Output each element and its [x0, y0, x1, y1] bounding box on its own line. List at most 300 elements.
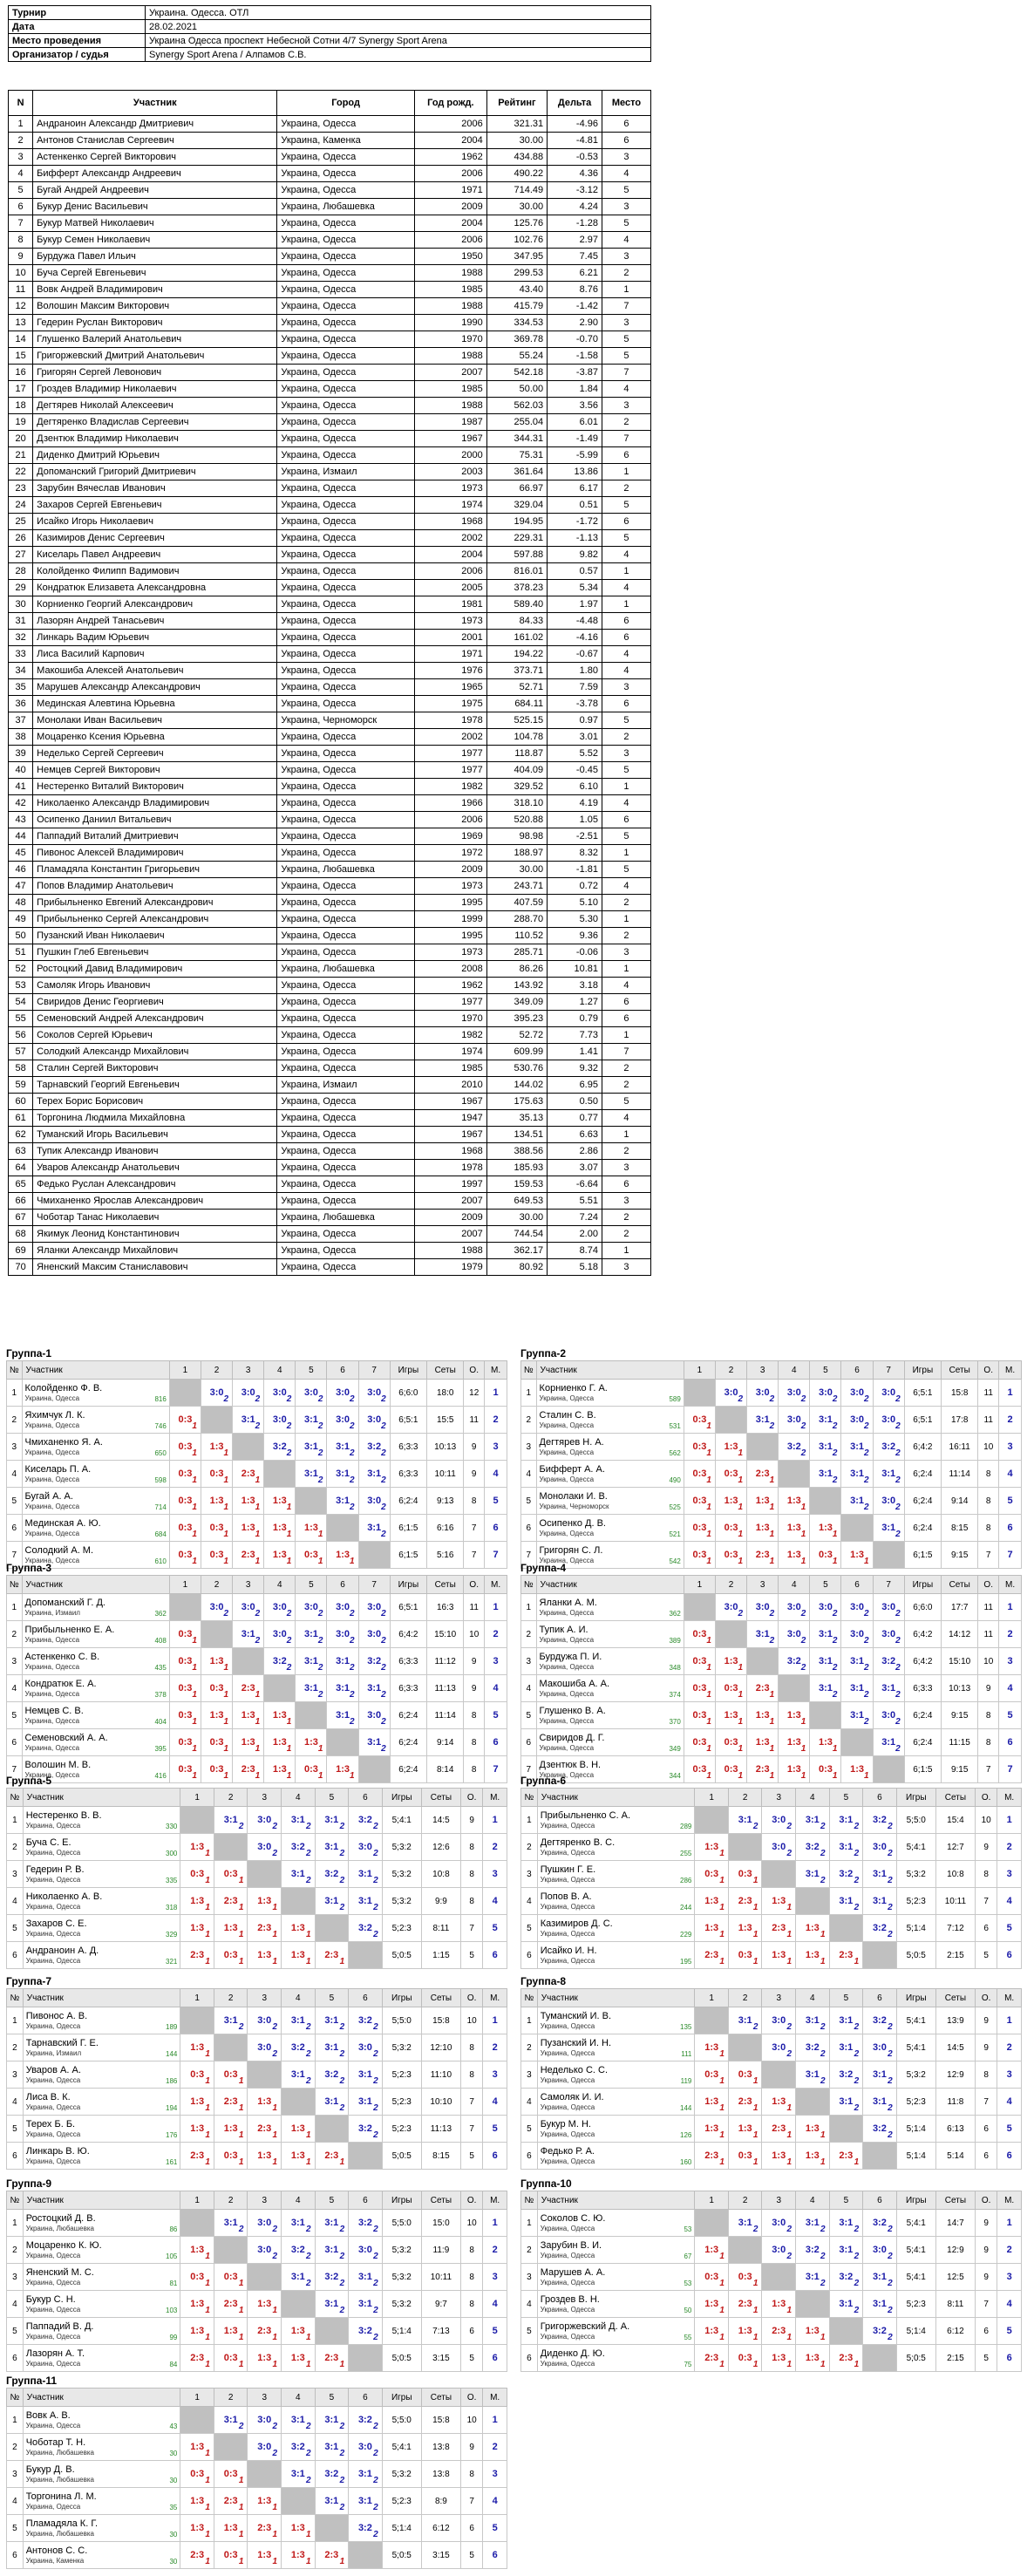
group-result-points: 2 — [350, 1636, 355, 1646]
group-player-city: Украина, Одесса — [25, 2102, 81, 2111]
group-result-points: 1 — [238, 2360, 244, 2369]
participant-cell: 86.26 — [486, 961, 547, 978]
group-header-opponent: 5 — [810, 1576, 841, 1594]
group-result-points: 1 — [820, 2157, 826, 2167]
group-games: 5;4:1 — [896, 1834, 935, 1861]
group-player-city: Украина, Одесса — [540, 2359, 595, 2368]
group-result-cell — [282, 1834, 316, 1861]
group-sets: 9:9 — [421, 1888, 460, 1915]
group-result-score: 0:3 — [223, 2150, 238, 2161]
group-diag-cell — [296, 1488, 327, 1515]
group-result-score: 3:1 — [357, 2496, 372, 2506]
group-row — [7, 2116, 507, 2143]
group-games: 5;5:0 — [382, 2210, 421, 2237]
group-place: 5 — [997, 2116, 1022, 2143]
group-result-score: 1:3 — [190, 2096, 205, 2107]
group-result-points: 1 — [205, 2306, 210, 2315]
group-result-cell — [728, 2007, 762, 2034]
group-player-rating: 55 — [684, 2334, 692, 2341]
group-player-city: Украина, Одесса — [24, 1556, 80, 1564]
group-result-points: 2 — [854, 2225, 860, 2234]
participant-cell: 1988 — [414, 398, 486, 414]
participant-cell: 2006 — [414, 166, 486, 182]
group-result-score: 3:1 — [324, 2299, 339, 2309]
group-result-points: 2 — [832, 1609, 838, 1619]
participant-cell: 2010 — [414, 1077, 486, 1094]
group-result-score: 1:3 — [755, 1710, 770, 1721]
group-player-name: Линкарь В. Ю. — [25, 2145, 90, 2157]
group-diag-cell — [282, 1888, 316, 1915]
participant-cell: 6.17 — [548, 480, 602, 497]
group-player-rating: 30 — [169, 2450, 178, 2457]
group-result-score: 1:3 — [724, 1710, 738, 1721]
participant-cell: 2005 — [414, 580, 486, 596]
group-header-sets: Сеты — [935, 2191, 975, 2210]
group-result-cell — [180, 2034, 214, 2061]
participant-cell: 1 — [602, 779, 650, 795]
group-player-city: Украина, Одесса — [25, 1902, 81, 1911]
group-points: 11 — [978, 1407, 999, 1434]
group-player-cell — [23, 1915, 180, 1942]
group-row — [521, 2237, 1022, 2264]
group-row — [7, 1648, 507, 1675]
group-result-score: 3:2 — [324, 1869, 339, 1879]
group-result-points: 1 — [205, 1849, 210, 1858]
group-player-rating: 562 — [669, 1449, 681, 1457]
participant-cell: 6 — [602, 812, 650, 828]
group-result-cell — [233, 1461, 264, 1488]
group-result-score: 3:1 — [805, 1815, 820, 1825]
participant-cell: 13 — [9, 315, 33, 331]
participant-cell: 45 — [9, 845, 33, 862]
group-block — [6, 1346, 507, 1569]
participant-row — [9, 149, 651, 166]
group-player-name: Бурдужа П. И. — [539, 1651, 602, 1662]
participant-cell: 520.88 — [486, 812, 547, 828]
group-result-score: 3:1 — [818, 1683, 833, 1693]
participant-cell: Украина, Одесса — [277, 547, 415, 563]
group-result-score: 1:3 — [805, 1923, 820, 1933]
participant-cell: Исайко Игорь Николаевич — [33, 514, 277, 530]
group-result-cell — [327, 1380, 358, 1407]
group-result-score: 0:3 — [738, 2150, 752, 2161]
group-header-opponent: 4 — [796, 2191, 830, 2210]
participant-cell: 334.53 — [486, 315, 547, 331]
group-player-city: Украина, Одесса — [540, 1875, 595, 1884]
group-result-cell — [728, 2116, 762, 2143]
group-result-points: 2 — [820, 1849, 826, 1858]
participants-header-cell: Рейтинг — [486, 91, 547, 116]
participant-row — [9, 1259, 651, 1276]
group-player-name: Семеновский А. А. — [24, 1732, 108, 1743]
group-result-points: 1 — [255, 1744, 261, 1754]
group-sets: 14:5 — [421, 1807, 460, 1834]
group-result-points: 2 — [800, 1448, 806, 1458]
group-block — [520, 1346, 1022, 1569]
group-result-points: 1 — [786, 2306, 793, 2315]
participant-cell: 329.52 — [486, 779, 547, 795]
participant-cell: Украина, Одесса — [277, 895, 415, 911]
group-header-opponent: 5 — [296, 1576, 327, 1594]
group-place: 4 — [999, 1675, 1022, 1702]
group-result-cell — [349, 2061, 383, 2089]
participant-row — [9, 994, 651, 1011]
group-result-points: 1 — [192, 1448, 197, 1458]
group-table — [520, 1788, 1022, 1969]
group-result-score: 1:3 — [818, 1523, 833, 1533]
group-player-rating: 374 — [669, 1691, 681, 1699]
group-block — [6, 1774, 507, 1969]
participant-cell: -0.67 — [548, 646, 602, 663]
group-result-score: 0:3 — [692, 1414, 707, 1425]
group-games: 5;3:2 — [382, 1888, 421, 1915]
participant-cell: Украина, Одесса — [277, 365, 415, 381]
group-result-cell — [296, 1515, 327, 1542]
group-player-city: Украина, Одесса — [24, 1529, 80, 1537]
group-result-points: 1 — [339, 2360, 345, 2369]
participant-cell: 66.97 — [486, 480, 547, 497]
participant-cell: 1987 — [414, 414, 486, 431]
group-result-cell — [296, 1729, 327, 1756]
participant-cell: 55.24 — [486, 348, 547, 365]
group-result-score: 3:1 — [850, 1656, 864, 1666]
group-header-o: О. — [460, 1789, 482, 1807]
participant-cell: Украина, Любашевка — [277, 199, 415, 215]
group-result-points: 2 — [373, 2306, 378, 2315]
group-games: 5;5:0 — [382, 2007, 421, 2034]
group-result-cell — [201, 1702, 232, 1729]
participant-cell: -1.58 — [548, 348, 602, 365]
group-player-city: Украина, Одесса — [25, 1875, 81, 1884]
group-header-games: Игры — [904, 1576, 941, 1594]
group-result-score: 3:2 — [290, 2042, 305, 2053]
group-player-rating: 255 — [680, 1850, 692, 1857]
group-player-cell — [23, 2291, 180, 2318]
participant-cell: 1972 — [414, 845, 486, 862]
group-points: 9 — [975, 1834, 997, 1861]
group-result-score: 1:3 — [209, 1496, 224, 1506]
group-result-points: 1 — [272, 2157, 278, 2167]
group-result-cell — [264, 1434, 296, 1461]
group-result-points: 2 — [339, 2422, 345, 2431]
group-player-name: Букур Д. В. — [25, 2464, 75, 2475]
group-result-points: 1 — [317, 1557, 323, 1566]
group-result-score: 1:3 — [704, 2326, 719, 2336]
group-result-points: 1 — [786, 1903, 793, 1912]
participant-cell: Украина, Измаил — [277, 1077, 415, 1094]
group-result-cell — [201, 1515, 232, 1542]
group-result-cell — [841, 1648, 873, 1675]
participant-row — [9, 1077, 651, 1094]
group-result-points: 2 — [350, 1448, 355, 1458]
group-result-cell — [358, 1702, 390, 1729]
group-result-cell — [684, 1648, 715, 1675]
group-header-row — [521, 1789, 1022, 1807]
participant-cell: 2009 — [414, 862, 486, 878]
group-points: 9 — [975, 2237, 997, 2264]
participant-cell: -0.53 — [548, 149, 602, 166]
group-games: 6;2:4 — [904, 1702, 941, 1729]
group-title: Группа-6 — [520, 1775, 567, 1787]
group-result-points: 1 — [738, 1557, 744, 1566]
group-row — [521, 1488, 1022, 1515]
participant-cell: 3 — [602, 1193, 650, 1210]
participant-cell: 3.01 — [548, 729, 602, 746]
group-player-name: Моцаренко К. Ю. — [25, 2239, 102, 2251]
group-result-points: 2 — [339, 2225, 345, 2234]
group-player-name: Пламадяла К. Г. — [25, 2518, 98, 2529]
group-result-cell — [349, 2407, 383, 2434]
participants-table — [8, 90, 651, 1276]
group-result-cell — [233, 1488, 264, 1515]
participant-cell: 2 — [602, 265, 650, 282]
group-result-cell — [282, 2407, 316, 2434]
group-player-cell — [536, 1488, 684, 1515]
group-result-points: 1 — [238, 2503, 244, 2512]
group-result-cell — [873, 1648, 904, 1675]
group-sets: 18:0 — [427, 1380, 464, 1407]
group-header-opponent: 3 — [762, 2191, 796, 2210]
group-sets: 8:11 — [935, 2291, 975, 2318]
group-result-cell — [728, 1861, 762, 1888]
group-header-opponent: 5 — [829, 2191, 863, 2210]
group-row-no: 5 — [7, 2318, 24, 2345]
participant-cell: Украина, Одесса — [277, 514, 415, 530]
group-games: 5;3:2 — [382, 2461, 421, 2488]
group-player-name: Туманский И. В. — [540, 2010, 612, 2021]
group-points: 6 — [460, 2515, 482, 2542]
group-sets: 10:11 — [427, 1461, 464, 1488]
group-row-no: 1 — [521, 2210, 538, 2237]
group-result-score: 1:3 — [704, 2299, 719, 2309]
group-result-cell — [810, 1675, 841, 1702]
participant-cell: 1.84 — [548, 381, 602, 398]
participant-cell: 5 — [602, 348, 650, 365]
participant-cell: Украина, Одесса — [277, 563, 415, 580]
group-result-points: 1 — [719, 1957, 724, 1966]
group-player-city: Украина, Одесса — [539, 1635, 595, 1644]
group-result-score: 3:2 — [290, 2245, 305, 2255]
participant-cell: 6 — [602, 994, 650, 1011]
group-result-score: 1:3 — [290, 2326, 305, 2336]
participant-cell: 6 — [602, 133, 650, 149]
group-row-no: 1 — [7, 2007, 24, 2034]
group-result-score: 0:3 — [724, 1764, 738, 1775]
participant-cell: 2007 — [414, 365, 486, 381]
group-result-points: 1 — [306, 2130, 311, 2140]
group-title: Группа-1 — [6, 1347, 52, 1360]
participant-cell: 194.95 — [486, 514, 547, 530]
participant-cell: 1968 — [414, 1143, 486, 1160]
group-result-score: 1:3 — [190, 2245, 205, 2255]
group-games: 6;2:4 — [904, 1461, 941, 1488]
participant-cell: 329.04 — [486, 497, 547, 514]
group-result-score: 1:3 — [272, 1523, 287, 1533]
participant-row — [9, 116, 651, 133]
group-sets: 10:11 — [935, 1888, 975, 1915]
group-result-points: 1 — [223, 1690, 229, 1700]
group-player-name: Самоляк И. И. — [540, 2091, 604, 2102]
participant-cell: Украина, Одесса — [277, 1011, 415, 1027]
group-row — [521, 2143, 1022, 2170]
group-result-score: 3:1 — [839, 2245, 854, 2255]
participant-cell: 1979 — [414, 1259, 486, 1276]
group-result-cell — [829, 1834, 863, 1861]
group-result-cell — [747, 1702, 779, 1729]
group-player-city: Украина, Одесса — [540, 1956, 595, 1965]
group-result-cell — [873, 1380, 904, 1407]
group-result-score: 1:3 — [290, 2523, 305, 2533]
group-player-rating: 99 — [169, 2334, 178, 2341]
group-player-rating: 300 — [166, 1850, 178, 1857]
group-result-cell — [214, 2318, 248, 2345]
participant-cell: 2000 — [414, 447, 486, 464]
group-place: 6 — [485, 1515, 507, 1542]
participant-cell: 1 — [602, 563, 650, 580]
group-result-points: 1 — [306, 2333, 311, 2342]
group-result-points: 2 — [339, 2449, 345, 2458]
group-row — [521, 1888, 1022, 1915]
group-result-score: 3:0 — [367, 1387, 382, 1398]
group-place: 5 — [483, 2116, 507, 2143]
participant-cell: Украина, Одесса — [277, 447, 415, 464]
group-result-score: 3:0 — [850, 1387, 864, 1398]
participant-cell: 3 — [602, 1259, 650, 1276]
participant-cell: -5.99 — [548, 447, 602, 464]
group-diag-cell — [248, 2061, 282, 2089]
participant-cell: 0.72 — [548, 878, 602, 895]
group-result-points: 1 — [238, 1930, 244, 1939]
participant-cell: 3 — [602, 249, 650, 265]
group-place: 5 — [999, 1488, 1022, 1515]
group-result-score: 3:1 — [738, 2218, 752, 2228]
group-player-name: Гедерин Р. В. — [25, 1864, 85, 1875]
group-result-cell — [358, 1434, 390, 1461]
participant-cell: 1970 — [414, 1011, 486, 1027]
group-games: 5;2:3 — [382, 2061, 421, 2089]
group-result-points: 1 — [192, 1663, 197, 1673]
group-result-cell — [715, 1380, 746, 1407]
info-row — [9, 6, 651, 20]
participant-cell: Андраноин Александр Дмитриевич — [33, 116, 277, 133]
participant-cell: Дзентюк Владимир Николаевич — [33, 431, 277, 447]
group-row-no: 1 — [521, 1594, 537, 1621]
participant-cell: -1.13 — [548, 530, 602, 547]
group-result-score: 1:3 — [738, 1923, 752, 1933]
participant-cell: -1.49 — [548, 431, 602, 447]
group-result-points: 1 — [706, 1503, 711, 1512]
group-result-score: 3:1 — [738, 2015, 752, 2026]
group-sets: 16:3 — [427, 1594, 464, 1621]
participant-cell: Украина, Одесса — [277, 1143, 415, 1160]
group-diag-cell — [762, 2061, 796, 2089]
participant-row — [9, 1044, 651, 1060]
participant-cell: 38 — [9, 729, 33, 746]
group-games: 6;4:2 — [904, 1621, 941, 1648]
participant-row — [9, 845, 651, 862]
group-player-cell — [536, 1729, 684, 1756]
group-result-points: 1 — [854, 1957, 860, 1966]
group-points: 9 — [975, 2034, 997, 2061]
group-result-points: 2 — [895, 1717, 901, 1727]
participant-row — [9, 596, 651, 613]
group-result-points: 2 — [864, 1717, 869, 1727]
group-header-opponent: 4 — [779, 1361, 810, 1380]
participant-cell: -4.48 — [548, 613, 602, 630]
participant-cell: 98.98 — [486, 828, 547, 845]
group-player-cell — [23, 2434, 180, 2461]
group-result-cell — [715, 1729, 746, 1756]
group-result-score: 0:3 — [724, 1469, 738, 1479]
group-result-cell — [214, 2488, 248, 2515]
participant-cell: 5 — [602, 215, 650, 232]
participant-cell: Украина, Одесса — [277, 166, 415, 182]
group-result-cell — [180, 1861, 214, 1888]
group-result-points: 1 — [238, 2530, 244, 2539]
participant-cell: 3 — [602, 746, 650, 762]
group-result-cell — [829, 1861, 863, 1888]
group-header-o: О. — [460, 1989, 482, 2007]
participant-cell: 0.97 — [548, 712, 602, 729]
group-player-name: Сталин С. В. — [539, 1409, 596, 1421]
group-result-cell — [248, 2237, 282, 2264]
group-result-cell — [201, 1675, 232, 1702]
group-result-points: 1 — [286, 1530, 292, 1539]
participant-cell: 61 — [9, 1110, 33, 1127]
group-result-score: 3:2 — [357, 2326, 372, 2336]
group-place: 3 — [483, 2061, 507, 2089]
group-player-rating: 598 — [154, 1476, 167, 1484]
participant-cell: 361.64 — [486, 464, 547, 480]
group-games: 6;5:1 — [904, 1380, 941, 1407]
group-result-score: 3:2 — [357, 2123, 372, 2134]
participant-row — [9, 530, 651, 547]
group-points: 9 — [464, 1648, 485, 1675]
participant-cell: -0.70 — [548, 331, 602, 348]
group-player-rating: 86 — [169, 2225, 178, 2233]
group-result-points: 1 — [205, 2130, 210, 2140]
participant-cell: Украина, Одесса — [277, 348, 415, 365]
group-result-cell — [248, 2488, 282, 2515]
group-player-rating: 67 — [684, 2252, 692, 2260]
participant-cell: Украина, Одесса — [277, 331, 415, 348]
participant-row — [9, 331, 651, 348]
group-header-opponent: 7 — [873, 1576, 904, 1594]
group-result-score: 0:3 — [178, 1683, 193, 1693]
participant-cell: 4 — [602, 1110, 650, 1127]
group-games: 6;2:4 — [390, 1729, 426, 1756]
group-result-score: 3:1 — [357, 2469, 372, 2479]
group-result-score: 1:3 — [786, 1550, 801, 1560]
participant-row — [9, 828, 651, 845]
participant-cell: 1967 — [414, 431, 486, 447]
participant-cell: 5 — [602, 828, 650, 845]
group-player-rating: 135 — [680, 2023, 692, 2031]
participant-cell: 344.31 — [486, 431, 547, 447]
participant-cell: -3.78 — [548, 696, 602, 712]
group-result-points: 1 — [800, 1503, 806, 1512]
group-row-no: 3 — [521, 1648, 537, 1675]
group-sets: 6:12 — [935, 2318, 975, 2345]
participant-cell: 1973 — [414, 613, 486, 630]
group-row-no: 2 — [521, 1834, 538, 1861]
participant-row — [9, 712, 651, 729]
group-place: 5 — [483, 2318, 507, 2345]
group-result-points: 2 — [306, 2049, 311, 2059]
group-result-points: 2 — [255, 1421, 261, 1431]
group-result-points: 1 — [752, 2333, 758, 2342]
group-result-score: 3:1 — [290, 2069, 305, 2080]
